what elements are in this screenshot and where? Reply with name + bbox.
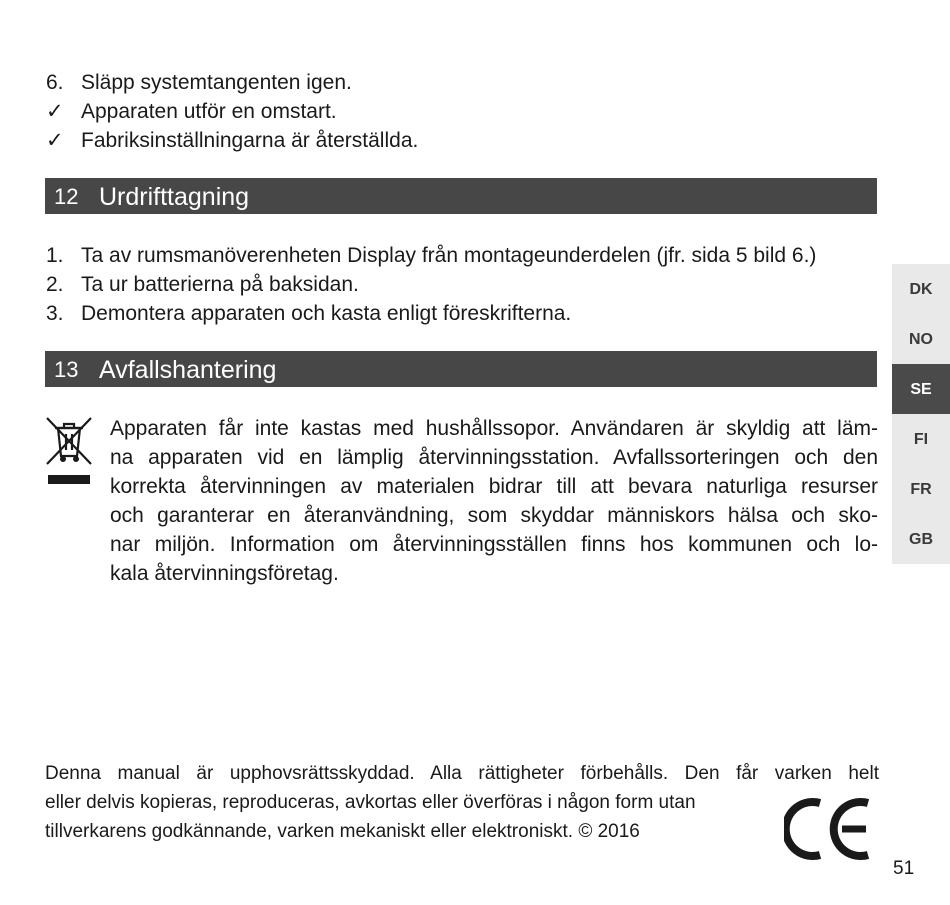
result-text: Apparaten utför en omstart. (81, 100, 337, 123)
copyright-line: eller delvis kopieras, reproduceras, avkortas eller överföras i någon form utan (45, 792, 696, 813)
copyright-line: Denna manual är upphovsrättsskyddad. Alla rättigheter förbehålls. Den får varken helt (45, 763, 879, 784)
copyright-notice (45, 759, 879, 846)
step-number: 6. (46, 71, 64, 94)
step-number: 1. (46, 244, 64, 267)
paragraph-line: Apparaten får inte kastas med hushållssopor. Användaren är skyldig att läm- (110, 417, 878, 440)
crossed-out-wheelie-bin-icon (44, 414, 94, 488)
step-text: Ta ur batterierna på baksidan. (81, 273, 359, 296)
paragraph-line: na apparaten vid en lämplig återvinningsstation. Avfallssorteringen och den (110, 446, 878, 469)
checkmark-icon: ✓ (46, 129, 64, 152)
paragraph-line: kala återvinningsföretag. (110, 562, 339, 585)
section-title: Avfallshantering (99, 356, 277, 384)
tab-fr: FR (892, 464, 950, 514)
tab-no: NO (892, 314, 950, 364)
checkmark-icon: ✓ (46, 100, 64, 123)
section-title: Urdrifttagning (99, 183, 250, 211)
paragraph-line: korrekta återvinningen av materialen bidrar till att bevara naturliga resurser (110, 475, 878, 498)
paragraph-line: nar miljön. Information om återvinningsställen finns hos kommunen och lo- (110, 533, 878, 556)
section-heading-12 (45, 178, 877, 214)
tab-fi: FI (892, 414, 950, 464)
step-number: 2. (46, 273, 64, 296)
step-text: Släpp systemtangenten igen. (81, 71, 352, 94)
step-text: Ta av rumsmanöverenheten Display från montageunderdelen (jfr. sida 5 bild 6.) (81, 244, 817, 267)
paragraph-line: och garanterar en återanvändning, som skyddar människors hälsa och sko- (110, 504, 878, 527)
section-heading-13 (45, 351, 877, 387)
page-number: 51 (893, 858, 915, 879)
step-text: Demontera apparaten och kasta enligt föreskrifterna. (81, 302, 572, 325)
copyright-line: tillverkarens godkännande, varken mekaniskt eller elektroniskt. © 2016 (45, 821, 640, 842)
disposal-paragraph (110, 414, 878, 588)
language-tabs (892, 264, 950, 564)
section-number: 12 (54, 184, 79, 209)
step-number: 3. (46, 302, 64, 325)
ce-mark-icon (784, 797, 874, 861)
tab-dk: DK (892, 264, 950, 314)
result-text: Fabriksinställningarna är återställda. (81, 129, 419, 152)
tab-se: SE (892, 364, 950, 414)
tab-gb: GB (892, 514, 950, 564)
section-number: 13 (54, 357, 79, 382)
